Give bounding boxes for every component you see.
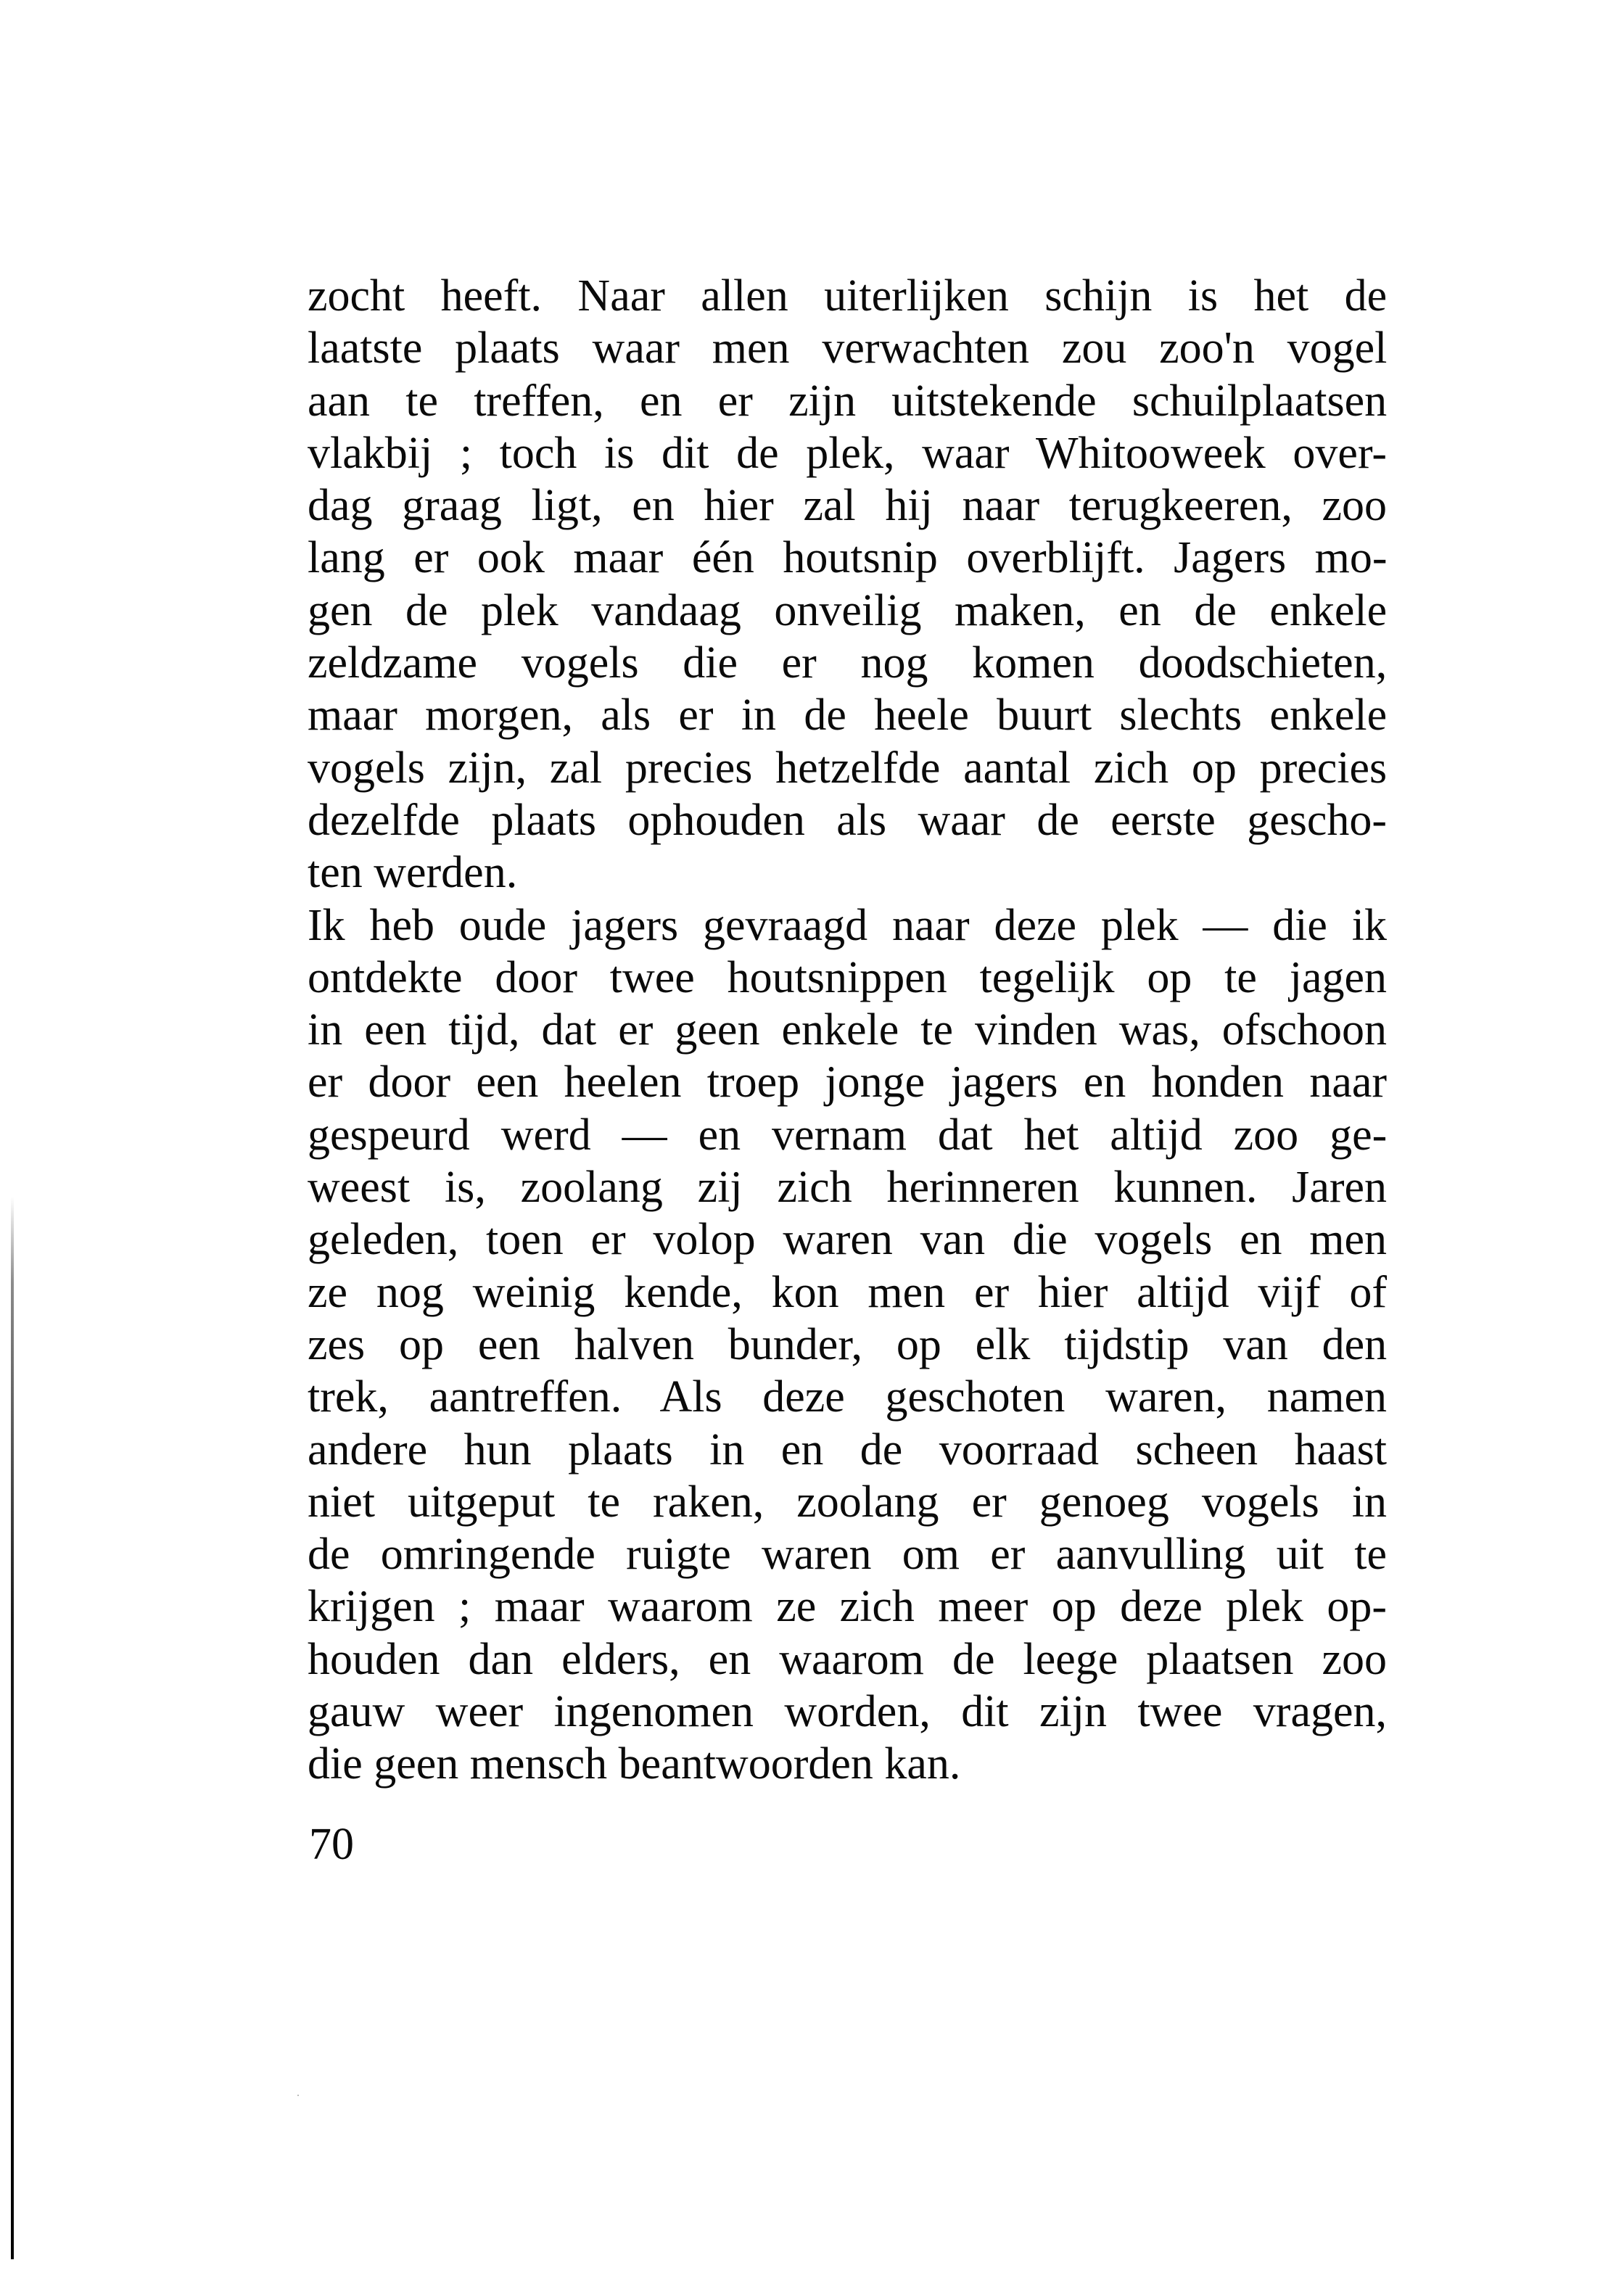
- text-line: dezelfde plaats ophouden als waar de eerste gescho-: [308, 795, 1387, 845]
- text-line: aan te treffen, en er zijn uitstekende schuilplaatsen: [308, 376, 1388, 426]
- text-line: niet uitgeput te raken, zoolang er genoeg vogels in: [308, 1477, 1387, 1527]
- text-line: gauw weer ingenomen worden, dit zijn twee vragen,: [308, 1687, 1387, 1737]
- text-line: ontdekte door twee houtsnippen tegelijk op te jagen: [308, 952, 1387, 1002]
- text-line: houden dan elders, en waarom de leege plaatsen zoo: [308, 1634, 1387, 1684]
- text-line: maar morgen, als er in de heele buurt slechts enkele: [308, 690, 1388, 741]
- text-line: er door een heelen troep jonge jagers en honden naar: [308, 1057, 1388, 1108]
- body-text: [308, 270, 1387, 1791]
- text-line: zes op een halven bunder, op elk tijdstip van den: [308, 1319, 1388, 1369]
- text-line: ze nog weinig kende, kon men er hier altijd vijf of: [308, 1267, 1387, 1317]
- text-line: in een tijd, dat er geen enkele te vinden was, ofschoon: [308, 1005, 1387, 1055]
- text-line: lang er ook maar één houtsnip overblijft. Jagers mo-: [308, 533, 1388, 583]
- text-line: geleden, toen er volop waren van die vogels en men: [308, 1215, 1387, 1265]
- paragraph-1: [308, 270, 1387, 899]
- text-line: ten werden.: [308, 848, 518, 898]
- text-line: gespeurd werd — en vernam dat het altijd zoo ge-: [308, 1110, 1388, 1160]
- text-line: Ik heb oude jagers gevraagd naar deze plek — die ik: [308, 900, 1387, 950]
- text-line: die geen mensch beantwoorden kan.: [308, 1739, 961, 1789]
- text-line: andere hun plaats in en de voorraad scheen haast: [308, 1424, 1387, 1475]
- text-line: zocht heeft. Naar allen uiterlijken schijn is het de: [308, 271, 1388, 321]
- text-line: vogels zijn, zal precies hetzelfde aantal zich op precies: [308, 743, 1388, 793]
- text-line: gen de plek vandaag onveilig maken, en de enkele: [308, 585, 1388, 635]
- page-edge-shadow: [11, 1197, 14, 2259]
- text-line: dag graag ligt, en hier zal hij naar terugkeeren, zoo: [308, 481, 1387, 531]
- text-line: vlakbij ; toch is dit de plek, waar Whitooweek over-: [308, 428, 1387, 478]
- scan-speck: [297, 2095, 299, 2096]
- text-line: de omringende ruigte waren om er aanvulling uit te: [308, 1530, 1388, 1580]
- text-line: trek, aantreffen. Als deze geschoten waren, namen: [308, 1372, 1387, 1422]
- text-line: krijgen ; maar waarom ze zich meer op deze plek op-: [308, 1582, 1387, 1632]
- page-number: 70: [309, 1820, 354, 1869]
- paragraph-2: [308, 899, 1387, 1791]
- text-line: laatste plaats waar men verwachten zou zoo'n vogel: [308, 323, 1388, 374]
- text-line: zeldzame vogels die er nog komen doodschieten,: [308, 638, 1388, 688]
- text-line: weest is, zoolang zij zich herinneren kunnen. Jaren: [308, 1163, 1387, 1213]
